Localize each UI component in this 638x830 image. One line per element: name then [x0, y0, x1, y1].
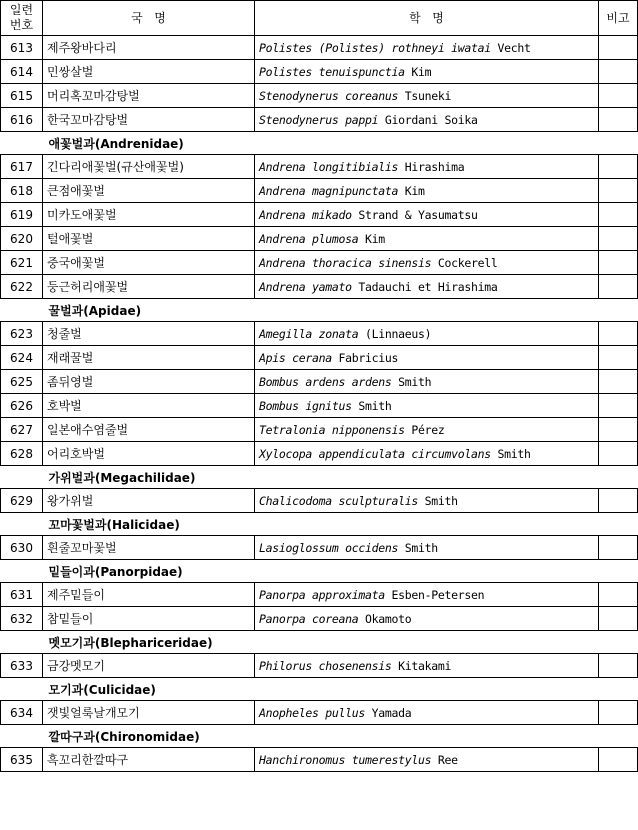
- korean-name-cell: 어리호박벌: [43, 442, 255, 466]
- family-row-blank-cell: [1, 466, 43, 489]
- table-row: [1, 418, 638, 442]
- table-row: [1, 179, 638, 203]
- korean-name-cell: 재래꿀벌: [43, 346, 255, 370]
- scientific-name-cell: [255, 179, 599, 203]
- serial-number-cell: 632: [1, 607, 43, 631]
- scientific-binomial: Chalicodoma sculpturalis: [259, 493, 418, 508]
- korean-name-cell: 제주밑들이: [43, 583, 255, 607]
- family-heading: 꿀벌과(Apidae): [43, 299, 638, 322]
- family-row-blank-cell: [1, 631, 43, 654]
- scientific-author: Fabricius: [331, 350, 399, 365]
- scientific-author: Pérez: [404, 422, 445, 437]
- scientific-name-cell: [255, 108, 599, 132]
- table-row: [1, 748, 638, 772]
- scientific-name-cell: [255, 84, 599, 108]
- serial-number-cell: 629: [1, 489, 43, 513]
- scientific-author: Tsuneki: [398, 88, 452, 103]
- scientific-name-cell: [255, 370, 599, 394]
- family-row: [1, 299, 638, 322]
- scientific-name-cell: [255, 275, 599, 299]
- scientific-binomial: Andrena magnipunctata: [259, 183, 399, 198]
- remarks-cell: [599, 394, 638, 418]
- family-row-blank-cell: [1, 725, 43, 748]
- remarks-cell: [599, 179, 638, 203]
- korean-name-cell: 중국애꽃벌: [43, 251, 255, 275]
- table-body: [1, 36, 638, 772]
- scientific-author: Smith: [351, 398, 392, 413]
- scientific-binomial: Amegilla zonata: [259, 326, 359, 341]
- korean-name-cell: 미카도애꽃벌: [43, 203, 255, 227]
- scientific-author: Ree: [431, 752, 458, 767]
- scientific-binomial: Bombus ignitus: [259, 398, 352, 413]
- serial-number-cell: 622: [1, 275, 43, 299]
- table-row: [1, 84, 638, 108]
- scientific-author: Smith: [391, 374, 432, 389]
- serial-number-cell: 635: [1, 748, 43, 772]
- scientific-binomial: Panorpa coreana: [259, 611, 359, 626]
- table-row: [1, 701, 638, 725]
- table-header: [1, 1, 638, 36]
- family-row-blank-cell: [1, 560, 43, 583]
- remarks-cell: [599, 275, 638, 299]
- header-remarks: 비고: [599, 1, 638, 36]
- scientific-name-cell: [255, 60, 599, 84]
- scientific-author: Tadauchi et Hirashima: [351, 279, 498, 294]
- serial-number-cell: 613: [1, 36, 43, 60]
- family-heading: 꼬마꽃벌과(Halicidae): [43, 513, 638, 536]
- scientific-name-cell: [255, 442, 599, 466]
- serial-number-cell: 626: [1, 394, 43, 418]
- korean-name-cell: 긴다리애꽃벌(규산애꽃벌): [43, 155, 255, 179]
- table-row: [1, 536, 638, 560]
- korean-name-cell: 큰점애꽃벌: [43, 179, 255, 203]
- korean-name-cell: 흰줄꼬마꽃벌: [43, 536, 255, 560]
- serial-number-cell: 620: [1, 227, 43, 251]
- remarks-cell: [599, 346, 638, 370]
- scientific-binomial: Apis cerana: [259, 350, 332, 365]
- remarks-cell: [599, 701, 638, 725]
- scientific-name-cell: [255, 251, 599, 275]
- remarks-cell: [599, 418, 638, 442]
- remarks-cell: [599, 654, 638, 678]
- table-row: [1, 108, 638, 132]
- remarks-cell: [599, 227, 638, 251]
- serial-number-cell: 618: [1, 179, 43, 203]
- serial-number-cell: 634: [1, 701, 43, 725]
- remarks-cell: [599, 251, 638, 275]
- scientific-author: Giordani Soika: [378, 112, 478, 127]
- scientific-name-cell: [255, 346, 599, 370]
- scientific-author: Cockerell: [431, 255, 498, 270]
- scientific-name-cell: [255, 583, 599, 607]
- serial-number-cell: 614: [1, 60, 43, 84]
- remarks-cell: [599, 607, 638, 631]
- family-row-blank-cell: [1, 513, 43, 536]
- korean-name-cell: 머리혹꼬마감탕벌: [43, 84, 255, 108]
- scientific-name-cell: [255, 394, 599, 418]
- table-row: [1, 36, 638, 60]
- family-row-blank-cell: [1, 678, 43, 701]
- table-row: [1, 583, 638, 607]
- scientific-author: Esben-Petersen: [384, 587, 485, 602]
- scientific-binomial: Polistes tenuispunctia: [259, 64, 405, 79]
- remarks-cell: [599, 203, 638, 227]
- header-korean-name: 국 명: [43, 1, 255, 36]
- serial-number-cell: 615: [1, 84, 43, 108]
- korean-name-cell: 흑꼬리한깔따구: [43, 748, 255, 772]
- scientific-binomial: Bombus ardens ardens: [259, 374, 392, 389]
- serial-number-cell: 631: [1, 583, 43, 607]
- table-row: [1, 346, 638, 370]
- table-row: [1, 275, 638, 299]
- family-heading: 모기과(Culicidae): [43, 678, 638, 701]
- remarks-cell: [599, 442, 638, 466]
- remarks-cell: [599, 536, 638, 560]
- family-row: [1, 725, 638, 748]
- scientific-author: Kitakami: [391, 658, 452, 673]
- family-row: [1, 560, 638, 583]
- scientific-author: Kim: [398, 183, 425, 198]
- family-row: [1, 678, 638, 701]
- header-serial: 일련 번호: [1, 1, 43, 36]
- table-row: [1, 60, 638, 84]
- scientific-author: Kim: [404, 64, 432, 79]
- serial-number-cell: 623: [1, 322, 43, 346]
- serial-number-cell: 628: [1, 442, 43, 466]
- family-heading: 밑들이과(Panorpidae): [43, 560, 638, 583]
- remarks-cell: [599, 84, 638, 108]
- scientific-binomial: Hanchironomus tumerestylus: [259, 752, 432, 767]
- family-heading: 애꽃벌과(Andrenidae): [43, 132, 638, 155]
- korean-name-cell: 둥근허리애꽃벌: [43, 275, 255, 299]
- serial-number-cell: 616: [1, 108, 43, 132]
- scientific-author: Okamoto: [358, 611, 412, 626]
- table-row: [1, 251, 638, 275]
- scientific-binomial: Polistes (Polistes) rothneyi iwatai: [259, 40, 491, 55]
- scientific-author: (Linnaeus): [358, 326, 432, 341]
- family-row-blank-cell: [1, 132, 43, 155]
- table-row: [1, 203, 638, 227]
- serial-number-cell: 624: [1, 346, 43, 370]
- remarks-cell: [599, 108, 638, 132]
- scientific-name-cell: [255, 155, 599, 179]
- scientific-binomial: Stenodynerus pappi: [259, 112, 379, 127]
- remarks-cell: [599, 370, 638, 394]
- table-row: [1, 370, 638, 394]
- family-row: [1, 132, 638, 155]
- scientific-author: Hirashima: [398, 159, 465, 174]
- family-row: [1, 466, 638, 489]
- scientific-binomial: Tetralonia nipponensis: [259, 422, 405, 437]
- family-heading: 가위벌과(Megachilidae): [43, 466, 638, 489]
- remarks-cell: [599, 489, 638, 513]
- scientific-name-cell: [255, 536, 599, 560]
- scientific-binomial: Philorus chosenensis: [259, 658, 392, 673]
- korean-name-cell: 한국꼬마감탕벌: [43, 108, 255, 132]
- serial-number-cell: 627: [1, 418, 43, 442]
- serial-number-cell: 621: [1, 251, 43, 275]
- scientific-name-cell: [255, 654, 599, 678]
- korean-name-cell: 호박벌: [43, 394, 255, 418]
- scientific-binomial: Andrena yamato: [259, 279, 352, 294]
- korean-name-cell: 제주왕바다리: [43, 36, 255, 60]
- scientific-binomial: Panorpa approximata: [259, 587, 385, 602]
- family-heading: 깔따구과(Chironomidae): [43, 725, 638, 748]
- scientific-name-cell: [255, 227, 599, 251]
- scientific-binomial: Andrena thoracica sinensis: [259, 255, 432, 270]
- scientific-name-cell: [255, 203, 599, 227]
- remarks-cell: [599, 748, 638, 772]
- scientific-binomial: Andrena mikado: [259, 207, 352, 222]
- header-scientific-name: 학 명: [255, 1, 599, 36]
- serial-number-cell: 633: [1, 654, 43, 678]
- remarks-cell: [599, 155, 638, 179]
- korean-name-cell: 좀뒤영벌: [43, 370, 255, 394]
- scientific-author: Smith: [417, 493, 458, 508]
- family-row: [1, 513, 638, 536]
- scientific-name-cell: [255, 607, 599, 631]
- korean-name-cell: 금강멧모기: [43, 654, 255, 678]
- scientific-name-cell: [255, 748, 599, 772]
- serial-number-cell: 625: [1, 370, 43, 394]
- serial-number-cell: 619: [1, 203, 43, 227]
- scientific-binomial: Xylocopa appendiculata circumvolans: [259, 446, 491, 461]
- scientific-name-cell: [255, 322, 599, 346]
- remarks-cell: [599, 583, 638, 607]
- table-row: [1, 442, 638, 466]
- family-row-blank-cell: [1, 299, 43, 322]
- scientific-author: Yamada: [364, 705, 412, 720]
- korean-name-cell: 털애꽃벌: [43, 227, 255, 251]
- family-row: [1, 631, 638, 654]
- korean-name-cell: 참밑들이: [43, 607, 255, 631]
- scientific-author: Kim: [358, 231, 385, 246]
- serial-number-cell: 617: [1, 155, 43, 179]
- table-row: [1, 607, 638, 631]
- scientific-binomial: Andrena plumosa: [259, 231, 359, 246]
- korean-name-cell: 잿빛얼룩날개모기: [43, 701, 255, 725]
- scientific-binomial: Stenodynerus coreanus: [259, 88, 399, 103]
- scientific-binomial: Lasioglossum occidens: [259, 540, 399, 555]
- scientific-binomial: Andrena longitibialis: [259, 159, 399, 174]
- remarks-cell: [599, 60, 638, 84]
- remarks-cell: [599, 36, 638, 60]
- family-heading: 멧모기과(Blephariceridae): [43, 631, 638, 654]
- korean-name-cell: 청줄벌: [43, 322, 255, 346]
- table-row: [1, 489, 638, 513]
- table-row: [1, 322, 638, 346]
- scientific-author: Smith: [398, 540, 438, 555]
- scientific-binomial: Anopheles pullus: [259, 705, 365, 720]
- serial-number-cell: 630: [1, 536, 43, 560]
- scientific-author: Vecht: [490, 40, 531, 55]
- remarks-cell: [599, 322, 638, 346]
- scientific-author: Smith: [490, 446, 531, 461]
- scientific-author: Strand & Yasumatsu: [351, 207, 478, 222]
- scientific-name-cell: [255, 489, 599, 513]
- scientific-name-cell: [255, 418, 599, 442]
- korean-name-cell: 민쌍살벌: [43, 60, 255, 84]
- table-row: [1, 654, 638, 678]
- table-row: [1, 155, 638, 179]
- korean-name-cell: 일본애수염줄벌: [43, 418, 255, 442]
- table-row: [1, 227, 638, 251]
- scientific-name-cell: [255, 36, 599, 60]
- korean-name-cell: 왕가위벌: [43, 489, 255, 513]
- scientific-name-cell: [255, 701, 599, 725]
- table-row: [1, 394, 638, 418]
